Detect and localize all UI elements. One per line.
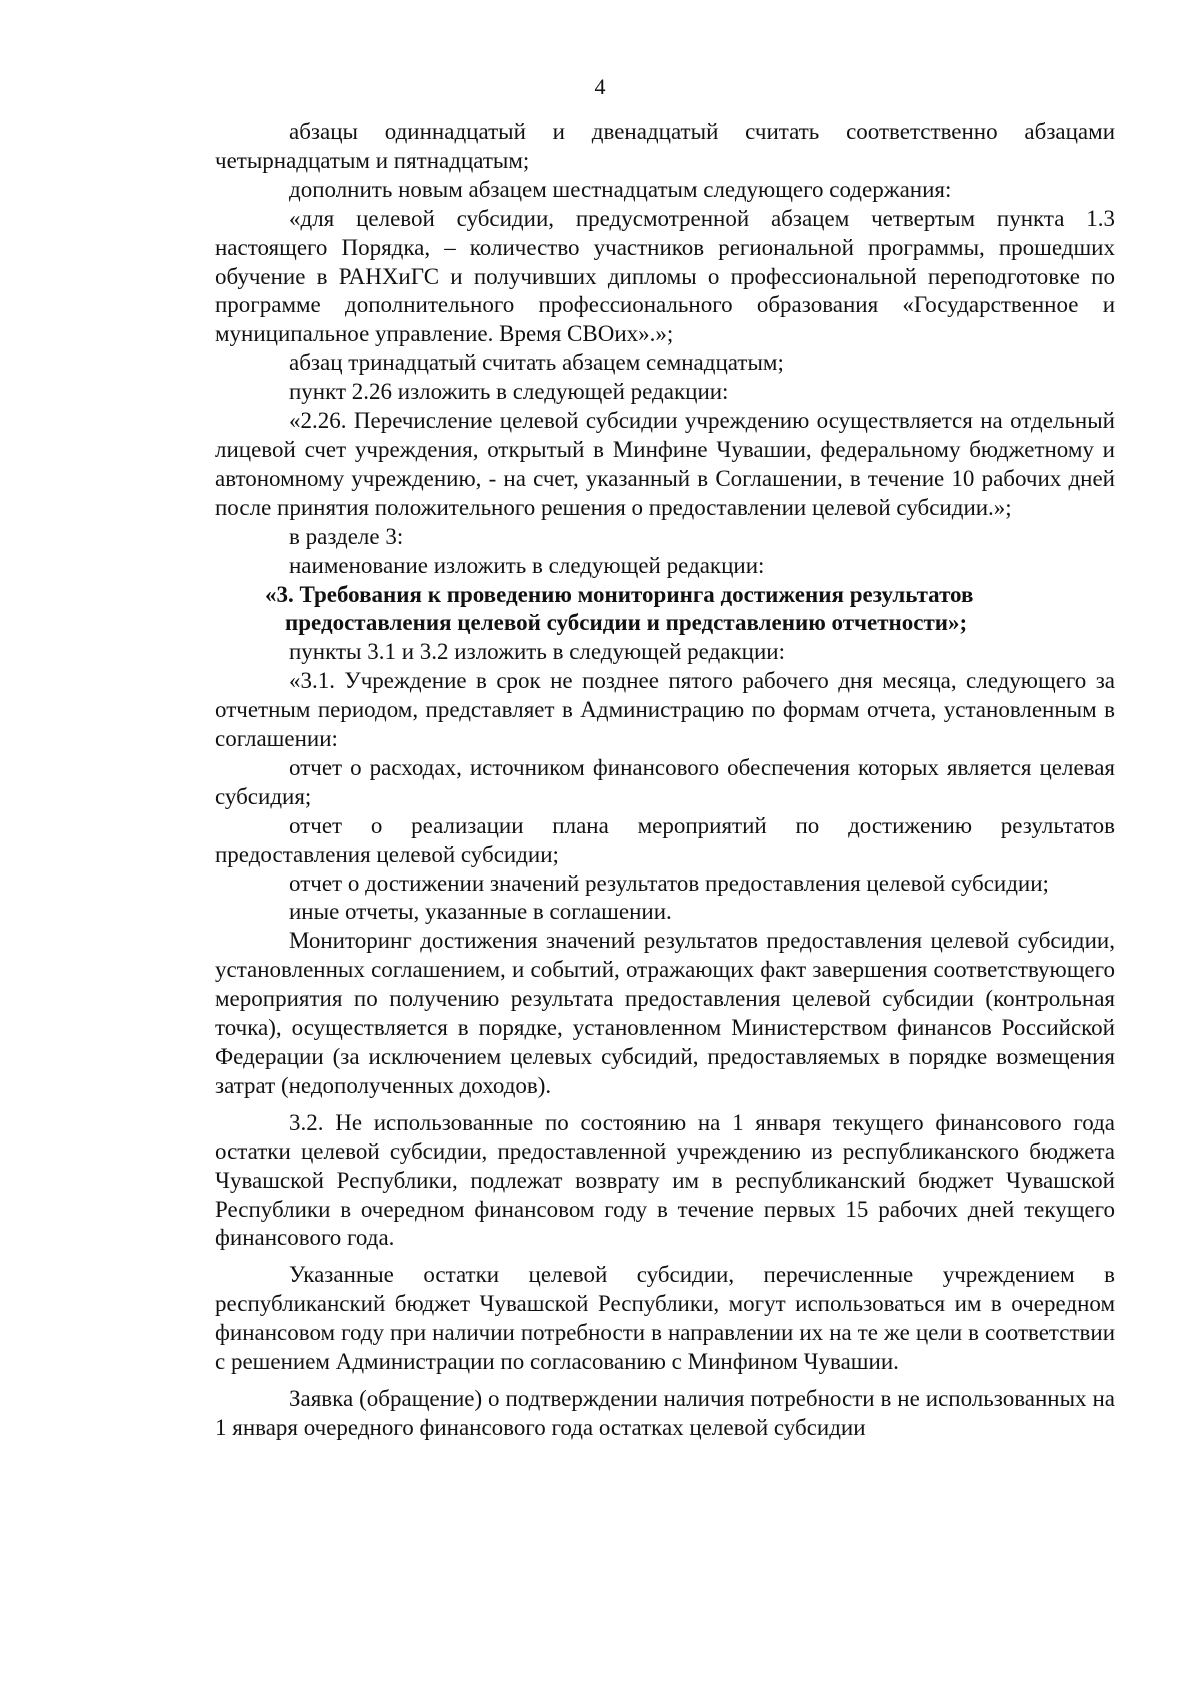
paragraph: 3.2. Не использованные по состоянию на 1 января текущего финансового года остатки целевой субсидии, предоставленной учреждению из республиканского бюджета Чувашской Республики, подлежат возврату им в республиканский бюджет Чувашской Республики в очередном финансовом году в течение первых 15 рабочих дней текущего финансового года. (215, 1109, 1115, 1251)
paragraph: иные отчеты, указанные в соглашении. (289, 899, 672, 925)
paragraph: пункты 3.1 и 3.2 изложить в следующей редакции: (289, 639, 785, 665)
paragraph: Мониторинг достижения значений результатов предоставления целевой субсидии, установленных соглашением, и событий, отражающих факт завершения соответствующего мероприятия по получению результата предоставления целевой субсидии (контрольная точка), осуществляется в порядке, установленном Министерством финансов Российской Федерации (за исключением целевых субсидий, предоставляемых в порядке возмещения затрат (недополученных доходов). (215, 928, 1115, 1098)
paragraph: дополнить новым абзацем шестнадцатым следующего содержания: (289, 176, 952, 202)
paragraph: пункт 2.26 изложить в следующей редакции: (289, 379, 729, 405)
paragraph: Указанные остатки целевой субсидии, перечисленные учреждением в республиканский бюджет Чувашской Республики, могут использоваться им в очередном финансовом году при наличии потребности в направлении их на те же цели в соответствии с решением Администрации по согласованию с Минфином Чувашии. (215, 1262, 1115, 1375)
paragraph: абзацы одиннадцатый и двенадцатый считать соответственно абзацами четырнадцатым и пятнадцатым; (215, 119, 1115, 173)
section-heading (215, 581, 1115, 639)
paragraph: отчет о расходах, источником финансового обеспечения которых является целевая субсидия; (215, 754, 1115, 809)
page-number: 4 (594, 74, 606, 99)
paragraph: отчет о достижении значений результатов предоставления целевой субсидии; (289, 870, 1049, 896)
section-heading-line: «3. Требования к проведению мониторинга достижения результатов (265, 581, 974, 607)
paragraph: наименование изложить в следующей редакции: (289, 552, 765, 578)
paragraph: отчет о реализации плана мероприятий по достижению результатов предоставления целевой субсидии; (215, 812, 1115, 867)
paragraph: Заявка (обращение) о подтверждении наличия потребности в не использованных на 1 января очередного финансового года остатках целевой субсидии (215, 1385, 1115, 1440)
paragraph: «для целевой субсидии, предусмотренной абзацем четвертым пункта 1.3 настоящего Порядка, – количество участников региональной программы, прошедших обучение в РАНХиГС и получивших дипломы о профессиональной переподготовке по программе дополнительного профессионального образования «Государственное и муниципальное управление. Время СВОих».»; (215, 205, 1115, 347)
paragraph: «2.26. Перечисление целевой субсидии учреждению осуществляется на отдельный лицевой счет учреждения, открытый в Минфине Чувашии, федеральному бюджетному и автономному учреждению, - на счет, указанный в Соглашении, в течение 10 рабочих дней после принятия положительного решения о предоставлении целевой субсидии.»; (215, 408, 1115, 520)
paragraph: абзац тринадцатый считать абзацем семнадцатым; (289, 350, 784, 376)
document-body (215, 118, 1115, 1443)
section-heading-line: предоставления целевой субсидии и представлению отчетности»; (285, 610, 968, 636)
paragraph: «3.1. Учреждение в срок не позднее пятого рабочего дня месяца, следующего за отчетным периодом, представляет в Администрацию по формам отчета, установленным в соглашении: (215, 668, 1115, 752)
paragraph: в разделе 3: (289, 523, 404, 549)
